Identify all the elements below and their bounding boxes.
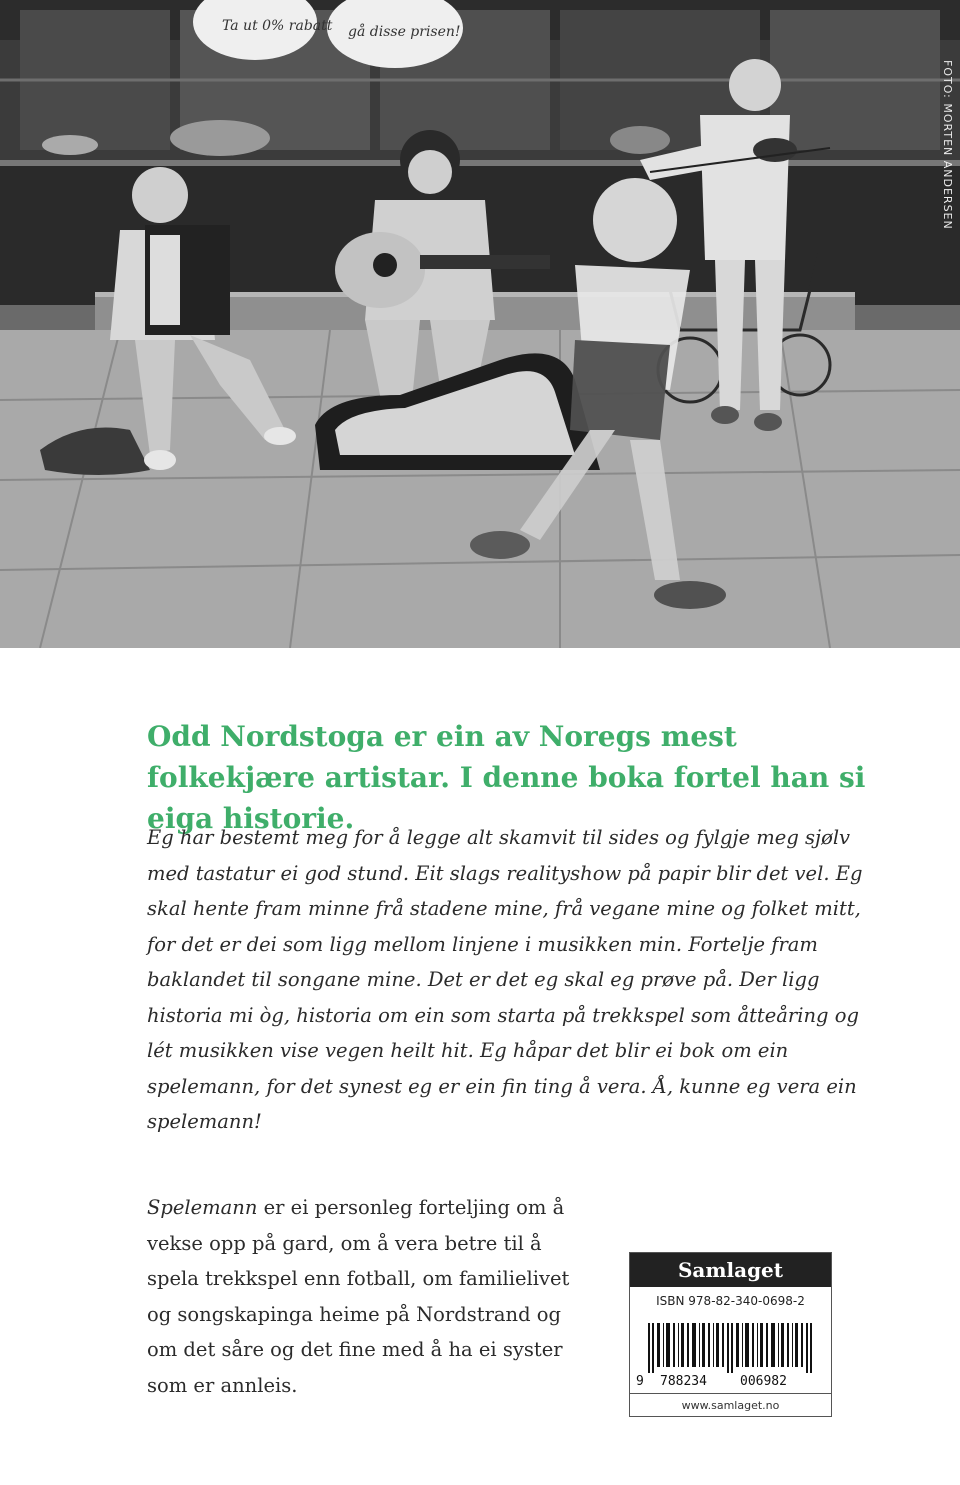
barcode-digit-group-1: 788234	[660, 1374, 707, 1389]
book-title: Spelemann	[147, 1196, 258, 1219]
barcode-digit-group-2: 006982	[740, 1374, 787, 1389]
barcode-digit-prefix: 9	[636, 1374, 644, 1389]
barcode-icon	[638, 1323, 824, 1373]
publisher-logo: Samlaget	[630, 1253, 831, 1287]
tagline: Odd Nordstoga er ein av Noregs mest folkekjære artistar. I denne boka fortel han si eiga historie.	[147, 720, 866, 835]
isbn-text: ISBN 978-82-340-0698-2	[656, 1294, 805, 1308]
photo-credit: FOTO: MORTEN ANDERSEN	[941, 60, 954, 230]
window-sign-left: Ta ut 0% rabatt	[222, 18, 333, 34]
publisher-url: www.samlaget.no	[630, 1393, 831, 1418]
author-quote: Eg har bestemt meg for å legge alt skamvit til sides og fylgje meg sjølv med tastatur ei god stund. Eit slags realityshow på papir blir det vel. Eg skal hente fram minne frå stadene mine, frå vegane mine og folket mitt, for det er dei som ligg mellom linjene i musikken min. Fortelje fram baklandet til songane mine. Det er det eg skal eg prøve på. Der ligg historia mi òg, historia om ein som starta på trekkspel som åtteåring og lét musikken vise vegen heilt hit. Eg håpar det blir ei bok om ein spelemann, for det synest eg er ein fin ting å vera. Å, kunne eg vera ein spelemann!	[147, 826, 863, 1133]
barcode-panel	[629, 1252, 832, 1417]
book-description	[147, 1190, 597, 1403]
cover-photo	[0, 0, 960, 648]
book-description-text: er ei personleg forteljing om å vekse opp på gard, om å vera betre til å spela trekkspel enn fotball, om familielivet og songskapinga heime på Nordstrand og om det såre og det fine med å ha ei syster som er annleis.	[147, 1196, 570, 1397]
window-sign-right: gå disse prisen!	[348, 24, 461, 40]
street-musicians-photo	[0, 0, 960, 648]
